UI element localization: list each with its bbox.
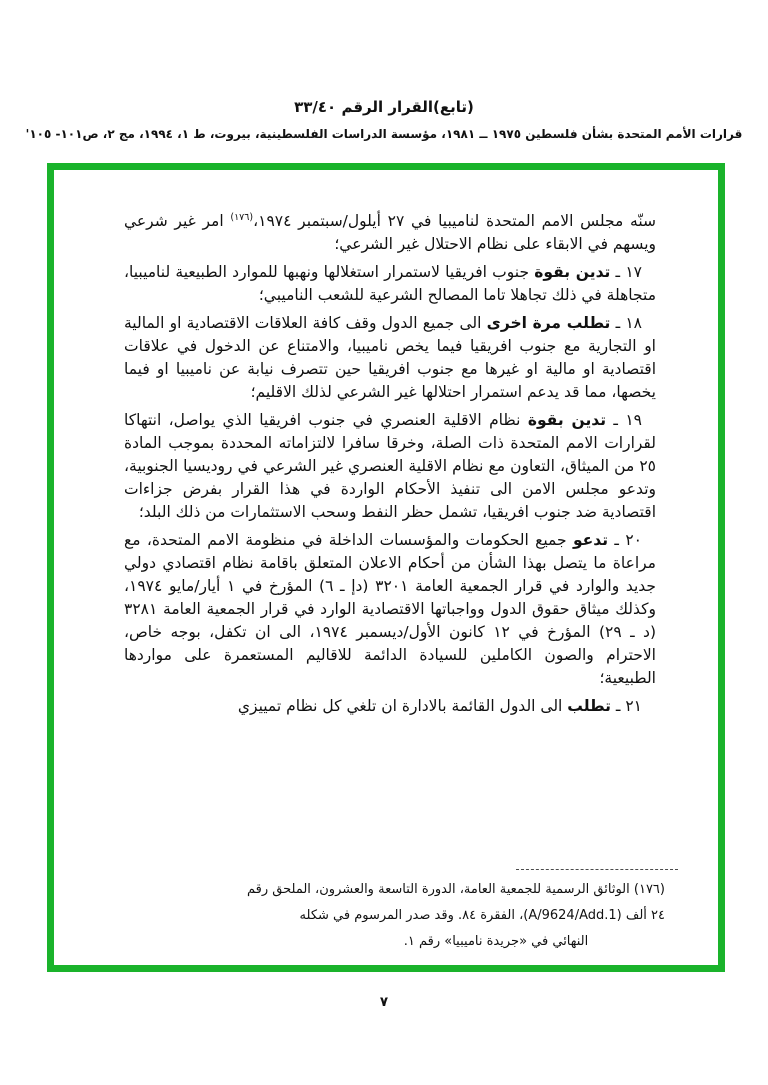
paragraph-number: ٢٠ ـ xyxy=(608,531,642,549)
paragraph-number: ١٧ ـ xyxy=(610,263,642,281)
paragraph-lead: تدين بقوة xyxy=(534,263,611,281)
paragraph-lead: تطلب مرة اخرى xyxy=(486,314,611,332)
footnote-line: (١٧٦) الوثائق الرسمية للجمعية العامة، الدورة التاسعة والعشرون، الملحق رقم xyxy=(247,882,665,897)
paragraph-text: الى الدول القائمة بالادارة ان تلغي كل نظام تمييزي xyxy=(237,697,568,715)
paragraph-text: جنوب افريقيا لاستمرار استغلالها ونهبها للموارد الطبيعية لناميبيا، متجاهلة في ذلك تجاهلا تاما المصالح الشرعية للشعب الناميبي؛ xyxy=(124,263,656,304)
footnote-separator xyxy=(516,869,678,870)
paragraph-pre: سنّه مجلس الامم المتحدة لناميبيا في ٢٧ أيلول/سبتمبر ١٩٧٤، xyxy=(253,212,656,230)
paragraph-text: جميع الحكومات والمؤسسات الداخلة في منظومة الامم المتحدة، مع مراعاة ما يتصل بهذا الشأن من أحكام الاعلان المتعلق باقامة نظام اقتصادي دولي جديد والوارد في قرار الجمعية العامة ٣٢٠١ (دإ ـ ٦) المؤرخ في ١ أيار/مايو ١٩٧٤، وكذلك ميثاق حقوق الدول وواجباتها الاقتصادية الوارد في قرار الجمعية العامة ٣٢٨١ (د ـ ٢٩) المؤرخ في ١٢ كانون الأول/ديسمبر ١٩٧٤، الى ان تكفل، بوجه خاص، الاحترام والصون الكاملين للسيادة الدائمة للاقاليم المستعمرة على مواردها الطبيعية؛ xyxy=(124,531,656,687)
paragraph-lead: تطلب xyxy=(567,697,611,715)
footnote-line: النهائي في «جريدة ناميبيا» رقم ١. xyxy=(403,934,589,949)
resolution-paragraph xyxy=(124,261,656,307)
resolution-text xyxy=(54,170,718,718)
page-title: (تابع)القرار الرقم ٣٣/٤٠ xyxy=(294,98,474,116)
footnote-line: ٢٤ ألف (A/9624/Add.1)، الفقرة ٨٤. وقد صدر المرسوم في شكله xyxy=(299,908,665,923)
resolution-paragraph xyxy=(124,210,656,256)
resolution-paragraph xyxy=(124,529,656,690)
footnote xyxy=(247,877,665,955)
source-citation: قرارات الأمم المتحدة بشأن فلسطين ١٩٧٥ ــ ١٩٨١، مؤسسة الدراسات الفلسطينية، بيروت، ط ١، ١٩٩٤، مج ٢، ص١٠١- ١٠٥' xyxy=(25,127,743,141)
paragraph-text: الى جميع الدول وقف كافة العلاقات الاقتصادية او المالية او التجارية مع جنوب افريقيا فيما يخص ناميبيا، والامتناع عن الدخول في علاقات اقتصادية او مالية او غيرها مع جنوب افريقيا حين تتصرف نيابة عن ناميبيا او فيما يخصها، مما قد يدعم استمرار احتلالها غير الشرعي لذلك الاقليم؛ xyxy=(124,314,656,401)
paragraph-text: امر غير شرعي ويسهم في الابقاء على نظام الاحتلال غير الشرعي؛ xyxy=(124,212,656,253)
paragraph-number: ١٨ ـ xyxy=(610,314,642,332)
paragraph-text: نظام الاقلية العنصري في جنوب افريقيا الذي يواصل، انتهاكا لقرارات الامم المتحدة ذات الصلة، وخرقا سافرا لالتزاماته المحددة بموجب المادة ٢٥ من الميثاق، التعاون مع نظام الاقلية العنصري غير الشرعي في روديسيا الجنوبية، وتدعو مجلس الامن الى تنفيذ الأحكام الواردة في هذا القرار بفرض جزاءات اقتصادية ضد جنوب افريقيا، تشمل حظر النفط وسحب الاستثمارات من ذلك البلد؛ xyxy=(124,411,656,521)
document-frame xyxy=(47,163,725,972)
resolution-paragraph xyxy=(124,409,656,524)
paragraph-number: ٢١ ـ xyxy=(610,697,642,715)
page-number: ٧ xyxy=(379,994,389,1010)
paragraph-number: ١٩ ـ xyxy=(606,411,642,429)
resolution-paragraph xyxy=(124,695,656,718)
paragraph-lead: تدعو xyxy=(572,531,609,549)
resolution-paragraph xyxy=(124,312,656,404)
footnote-ref: (١٧٦) xyxy=(230,212,254,223)
paragraph-lead: تدين بقوة xyxy=(527,411,607,429)
